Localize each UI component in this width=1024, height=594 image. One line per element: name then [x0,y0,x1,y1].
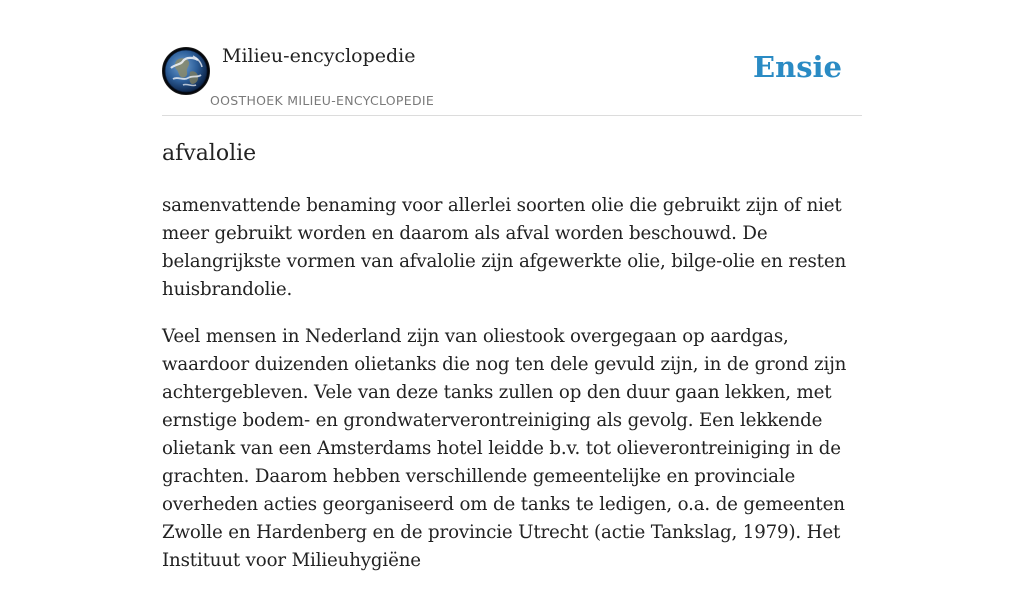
site-title[interactable]: Milieu-encyclopedie [222,45,416,67]
article-body [162,192,862,594]
brand-logo-link[interactable]: Ensie [753,50,842,84]
article-paragraph: samenvattende benaming voor allerlei soorten olie die gebruikt zijn of niet meer gebruikt worden en daarom als afval worden beschouwd. De belangrijkste vormen van afvalolie zijn afgewerkte olie, bilge-olie en resten huisbrandolie. [162,195,847,300]
site-header [162,0,862,116]
site-subtitle[interactable]: OOSTHOEK MILIEU-ENCYCLOPEDIE [210,93,435,108]
page [162,0,862,571]
earth-globe-icon[interactable] [162,47,210,95]
entry-title: afvalolie [162,141,257,166]
article-paragraph: Veel mensen in Nederland zijn van oliestook overgegaan op aardgas, waardoor duizenden olietanks die nog ten dele gevuld zijn, in de grond zijn achtergebleven. Vele van deze tanks zullen op den duur gaan lekken, met ernstige bodem- en grondwaterverontreiniging als gevolg. Een lekkende olietank van een Amsterdams hotel leidde b.v. tot olieverontreiniging in de grachten. Daarom hebben verschillende gemeentelijke en provinciale overheden acties georganiseerd om de tanks te ledigen, o.a. de gemeenten Zwolle en Hardenberg en de provincie Utrecht (actie Tankslag, 1979). Het Instituut voor Milieuhygiëne [162,326,847,571]
